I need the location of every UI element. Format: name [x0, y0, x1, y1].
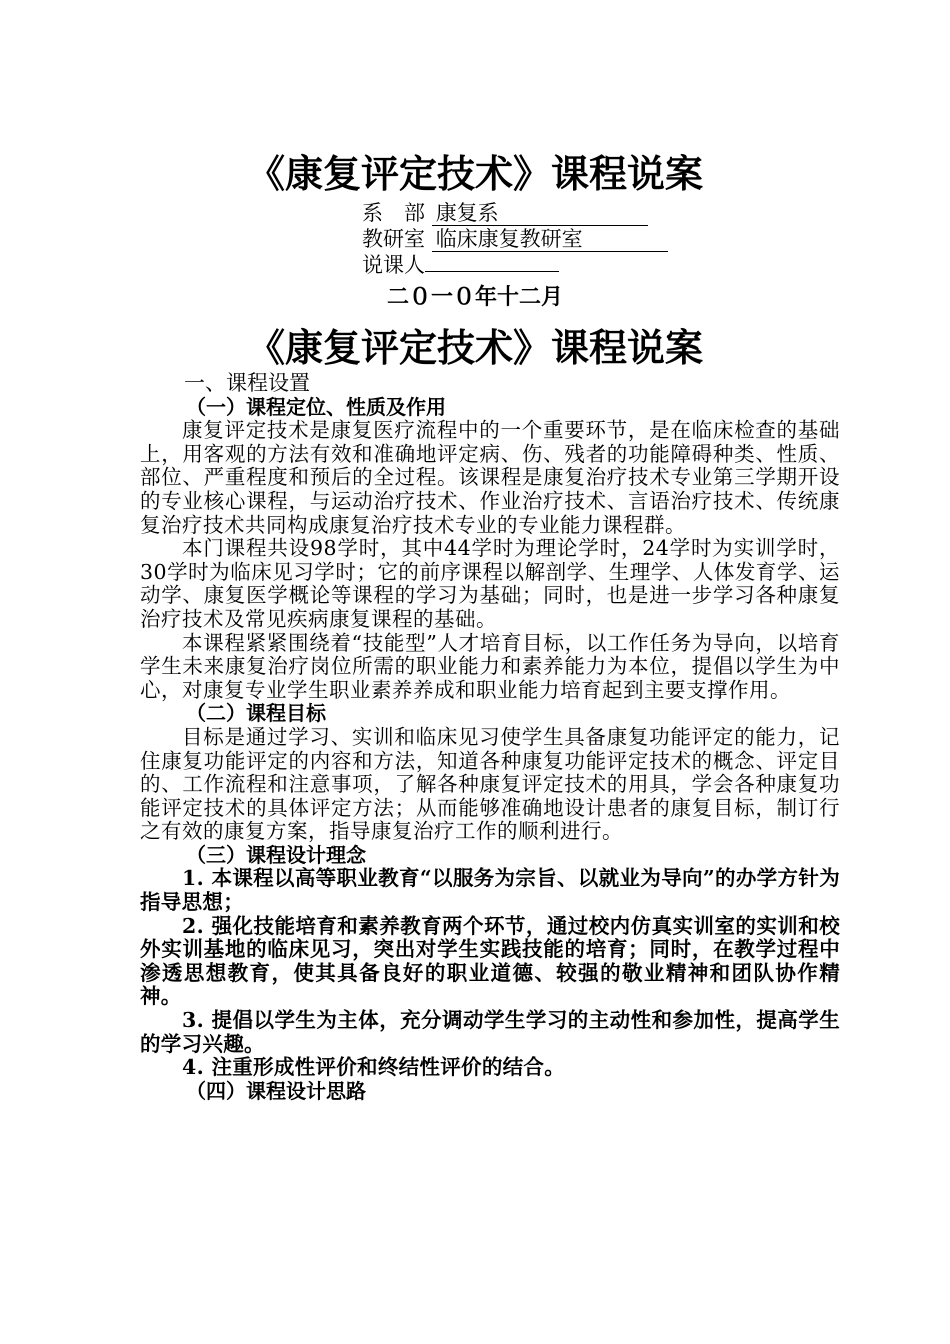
list-item: 1. 本课程以高等职业教育“以服务为宗旨、以就业为导向”的办学方针为指导思想；: [140, 866, 840, 915]
paragraph: 本门课程共设98学时，其中44学时为理论学时，24学时为实训学时，30学时为临床见习学时；它的前序课程以解剖学、生理学、人体发育学、运动学、康复医学概论等课程的学习为基础；同时，也是进一步学习各种康复治疗技术及常见疾病康复课程的基础。: [140, 536, 840, 631]
document-body: [140, 372, 840, 1103]
section-heading: 一、课程设置: [184, 371, 310, 395]
subsection-heading: （四）课程设计思路: [186, 1078, 366, 1103]
list-item: 3. 提倡以学生为主体，充分调动学生学习的主动性和参加性，提高学生的学习兴趣。: [140, 1008, 840, 1056]
list-item: 4. 注重形成性评价和终结性评价的结合。: [182, 1055, 566, 1080]
cover-title: 《康复评定技术》课程说案: [246, 152, 703, 196]
speaker-value: [425, 271, 559, 272]
cover-dept-line: [362, 200, 648, 226]
paragraph: 目标是通过学习、实训和临床见习使学生具备康复功能评定的能力，记住康复功能评定的内容和方法，知道各种康复功能评定技术的概念、评定目的、工作流程和注意事项，了解各种康复评定技术的用具，学会各种康复功能评定技术的具体评定方法；从而能够准确地设计患者的康复目标，制订行之有效的康复方案，指导康复治疗工作的顺利进行。: [140, 724, 840, 844]
speaker-label: 说课人: [362, 253, 425, 277]
office-value: 临床康复教研室: [432, 227, 668, 252]
cover-speaker-line: [362, 252, 559, 278]
dept-value: 康复系: [432, 201, 648, 226]
cover-office-line: [362, 226, 668, 252]
cover-date: 二０一０年十二月: [386, 285, 563, 310]
dept-label: 系 部: [362, 201, 425, 225]
paragraph: 本课程紧紧围绕着“技能型”人才培育目标，以工作任务为导向，以培育学生未来康复治疗岗位所需的职业能力和素养能力为本位，提倡以学生为中心，对康复专业学生职业素养养成和职业能力培育起到主要支撑作用。: [140, 630, 840, 702]
subsection-heading: （三）课程设计理念: [186, 842, 366, 867]
document-title: 《康复评定技术》课程说案: [246, 326, 703, 370]
subsection-heading: （二）课程目标: [186, 701, 326, 726]
office-label: 教研室: [362, 227, 425, 251]
paragraph: 康复评定技术是康复医疗流程中的一个重要环节，是在临床检查的基础上，用客观的方法有效和准确地评定病、伤、残者的功能障碍种类、性质、部位、严重程度和预后的全过程。该课程是康复治疗技术专业第三学期开设的专业核心课程，与运动治疗技术、作业治疗技术、言语治疗技术、传统康复治疗技术共同构成康复治疗技术专业的专业能力课程群。: [140, 418, 840, 537]
list-item: 2. 强化技能培育和素养教育两个环节，通过校内仿真实训室的实训和校外实训基地的临床见习，突出对学生实践技能的培育；同时，在教学过程中渗透思想教育，使其具备良好的职业道德、较强的敬业精神和团队协作精神。: [140, 913, 840, 1009]
subsection-heading: （一）课程定位、性质及作用: [186, 394, 446, 419]
